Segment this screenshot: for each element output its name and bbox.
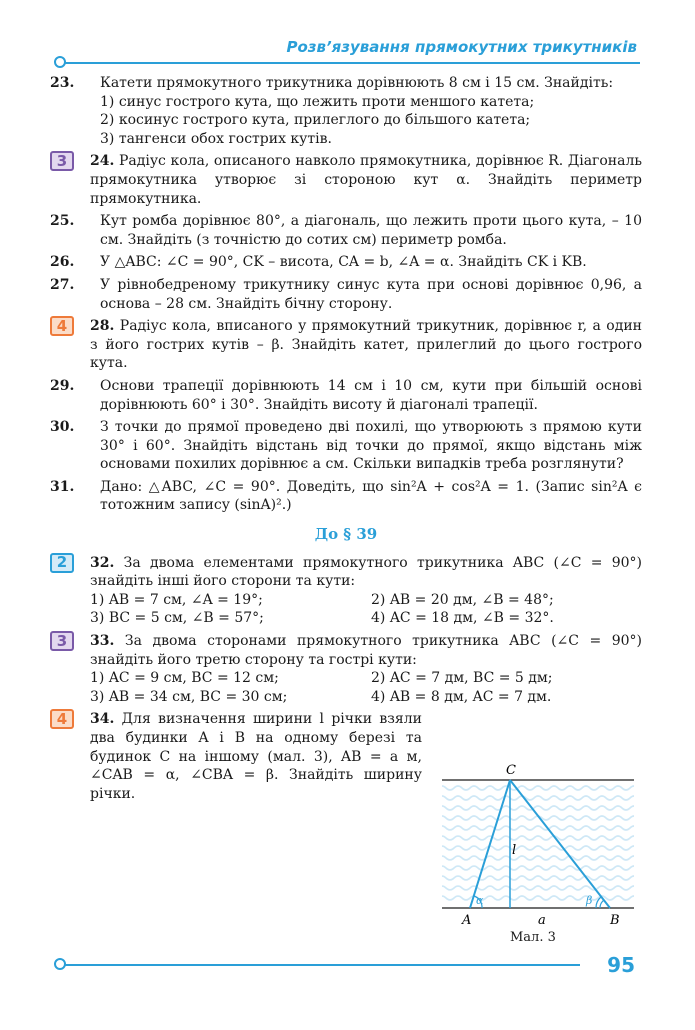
footer-circle-icon xyxy=(54,958,66,970)
subitem: 4) AB = 8 дм, AC = 7 дм. xyxy=(371,688,552,705)
problem-number: 30. xyxy=(50,419,75,436)
label-a: A xyxy=(462,913,472,928)
subitem: 1) AC = 9 см, BC = 12 см; xyxy=(90,670,279,687)
problem-33 xyxy=(50,632,642,706)
problem-number: 29. xyxy=(50,377,75,394)
wave-line xyxy=(438,856,638,860)
subitem: 3) AB = 34 см, BC = 30 см; xyxy=(90,688,288,705)
wave-line xyxy=(438,846,638,850)
wave-line xyxy=(438,786,638,790)
problem-number: 28. xyxy=(90,318,115,335)
problem-text: 2) косинус гострого кута, прилеглого до більшого катета; xyxy=(100,112,531,129)
problem-item xyxy=(50,317,642,373)
problem-text: Радіус кола, описаного навколо прямокутника, дорівнює R. Діагональ прямокутника утворює зі стороною кут α. Знайдіть периметр прямокутника. xyxy=(90,153,642,207)
problem-number: 34. xyxy=(90,711,115,728)
problem-item xyxy=(50,152,642,208)
label-a-length: a xyxy=(538,913,546,928)
subitems xyxy=(90,591,642,628)
problem-32 xyxy=(50,554,642,628)
problem-item xyxy=(50,276,642,313)
subitem: 2) AB = 20 дм, ∠B = 48°; xyxy=(371,591,554,608)
problem-text: 3) тангенси обох гострих кутів. xyxy=(100,130,332,147)
footer-rule xyxy=(60,964,580,966)
problem-number: 26. xyxy=(50,254,75,271)
wave-line xyxy=(438,826,638,830)
figure-caption: Мал. 3 xyxy=(510,930,556,945)
label-c: C xyxy=(506,763,516,778)
river-figure xyxy=(438,762,638,952)
label-b: B xyxy=(610,913,620,928)
section-heading: До § 39 xyxy=(314,525,378,544)
side-ac xyxy=(470,780,510,908)
wave-line xyxy=(438,886,638,890)
level-badge-icon: 2 xyxy=(50,553,74,573)
page-body xyxy=(50,74,642,807)
wave-line xyxy=(438,806,638,810)
header-circle-icon xyxy=(54,56,66,68)
subitem: 4) AC = 18 дм, ∠B = 32°. xyxy=(371,610,554,627)
wave-line xyxy=(438,866,638,870)
problem-text: З точки до прямої проведено дві похилі, що утворюють з прямою кути 30° і 60°. Знайдіть відстань від точки до прямої, якщо відстань між основами похилих дорівнює a см. Скільки випадків треба розглянути? xyxy=(100,419,642,473)
label-beta: β xyxy=(586,894,593,907)
problem-number: 31. xyxy=(50,478,75,495)
problem-text: Кут ромба дорівнює 80°, а діагональ, що лежить проти цього кута, – 10 см. Знайдіть (з точністю до сотих см) периметр ромба. xyxy=(100,213,642,248)
problem-item xyxy=(50,478,642,515)
problem-text: Основи трапеції дорівнюють 14 см і 10 см, кути при більшій основі дорівнюють 60° і 30°. Знайдіть висоту й діагоналі трапеції. xyxy=(100,377,642,413)
level-badge-icon: 4 xyxy=(50,709,74,729)
problem-list xyxy=(50,74,642,515)
problem-number: 25. xyxy=(50,213,75,230)
subitem: 2) AC = 7 дм, BC = 5 дм; xyxy=(371,670,553,687)
level-badge-icon: 3 xyxy=(50,631,74,651)
label-alpha: α xyxy=(476,894,484,907)
wave-line xyxy=(438,836,638,840)
angle-beta-arc xyxy=(600,900,604,908)
problem-text: У рівнобедреному трикутнику синус кута при основі дорівнює 0,96, а основа – 28 см. Знайдіть бічну сторону. xyxy=(100,276,642,312)
problem-item xyxy=(50,253,642,272)
problem-text: У △ABC: ∠C = 90°, CK – висота, CA = b, ∠A = α. Знайдіть CK і KB. xyxy=(100,254,587,271)
problem-number: 33. xyxy=(90,633,115,650)
label-l: l xyxy=(512,843,517,858)
problem-text: 1) синус гострого кута, що лежить проти меншого катета; xyxy=(100,93,535,110)
problem-item xyxy=(50,74,642,148)
problem-text: За двома сторонами прямокутного трикутника ABC (∠C = 90°) знайдіть його третю сторону та гострі кути: xyxy=(90,633,642,668)
problem-number: 32. xyxy=(90,554,115,571)
subitem: 3) BC = 5 см, ∠B = 57°; xyxy=(90,610,264,627)
problem-number: 24. xyxy=(90,153,115,170)
page-number: 95 xyxy=(607,953,635,977)
wave-line xyxy=(438,896,638,900)
problem-number: 23. xyxy=(50,75,75,91)
subitem: 1) AB = 7 см, ∠A = 19°; xyxy=(90,591,263,608)
problem-34 xyxy=(50,710,422,803)
river-waves xyxy=(438,786,638,900)
problem-number: 27. xyxy=(50,276,75,293)
problem-text: Для визначення ширини l річки взяли два будинки A і B на одному березі та будинок C на іншому (мал. 3), AB = a м, ∠CAB = α, ∠CBA = β. Знайдіть ширину річки. xyxy=(90,711,422,802)
level-badge-icon: 3 xyxy=(50,151,74,171)
wave-line xyxy=(438,876,638,880)
problem-text: Катети прямокутного трикутника дорівнюють 8 см і 15 см. Знайдіть: xyxy=(100,75,614,91)
level-badge-icon: 4 xyxy=(50,316,74,336)
running-header: Розв’язування прямокутних трикутників xyxy=(286,38,637,56)
subitems xyxy=(90,669,642,706)
wave-line xyxy=(438,796,638,800)
problem-text: Радіус кола, вписаного у прямокутний трикутник, дорівнює r, а один з його гострих кутів – β. Знайдіть катет, прилеглий до цього гострого кута. xyxy=(90,318,642,372)
problem-item xyxy=(50,212,642,249)
problem-item xyxy=(50,377,642,414)
problem-text: Дано: △ABC, ∠C = 90°. Доведіть, що sin²A + cos²A = 1. (Запис sin²A є тотожним запису (sinA)².) xyxy=(100,478,642,514)
header-rule xyxy=(60,62,640,64)
problem-text: За двома елементами прямокутного трикутника ABC (∠C = 90°) знайдіть інші його сторони та кути: xyxy=(90,554,642,590)
problem-item xyxy=(50,418,642,474)
